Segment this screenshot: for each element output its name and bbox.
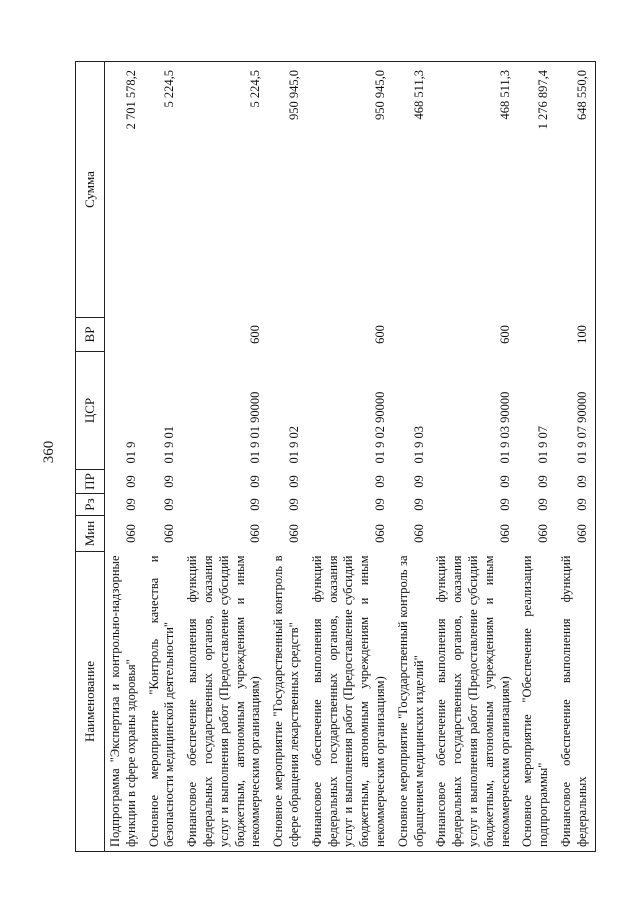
row-rz: 09	[248, 498, 263, 511]
row-vr: 600	[497, 325, 512, 344]
row-pr: 09	[286, 475, 301, 488]
header-csr: ЦСР	[76, 352, 105, 470]
row-pr: 09	[536, 475, 551, 488]
row-sum: 950 945,0	[307, 62, 393, 318]
row-csr: 01 9 07 90000	[556, 352, 595, 470]
row-name: Основное мероприятие "Государственный контроль за обращением медицинских изделий"	[393, 552, 432, 852]
row-name: Финансовое обеспечение выполнения функций федеральных государственных органов, оказания услуг и выполнения работ (Предоставление субсидий бюджетным, автономным учреждениям и иным некоммерческим организациям)	[431, 552, 517, 852]
row-pr: 09	[556, 470, 595, 494]
row-vr	[393, 318, 432, 352]
table-row	[431, 62, 517, 852]
row-csr: 01 9 01	[162, 426, 177, 464]
row-vr: 100	[556, 318, 595, 352]
row-csr: 01 9 02 90000	[372, 391, 387, 464]
row-rz: 09	[556, 494, 595, 516]
row-sum: 648 550,0	[556, 62, 595, 318]
row-min: 060	[286, 524, 301, 543]
table-row	[556, 62, 595, 852]
row-name: Основное мероприятие "Государственный контроль в сфере обращения лекарственных средств"	[268, 552, 307, 852]
row-name: Финансовое обеспечение выполнения функций федеральных государственных органов, оказания услуг и выполнения работ (Предоставление субсидий бюджетным, автономным учреждениям и иным некоммерческим организациям)	[182, 552, 268, 852]
row-vr	[268, 318, 307, 352]
row-vr	[105, 318, 144, 352]
table-row	[393, 62, 432, 852]
row-rz: 09	[162, 498, 177, 511]
row-sum: 1 276 897,4	[517, 62, 556, 318]
row-name: Финансовое обеспечение выполнения функций федеральных государственных органов, оказания услуг и выполнения работ (Предоставление субсидий бюджетным, автономным учреждениям и иным некоммерческим организациям)	[307, 552, 393, 852]
row-sum: 950 945,0	[268, 62, 307, 318]
row-pr: 09	[248, 475, 263, 488]
row-name: Основное мероприятие "Обеспечение реализации подпрограммы"	[517, 552, 556, 852]
row-vr: 600	[248, 325, 263, 344]
table-row	[307, 62, 393, 852]
header-rz: Рз	[76, 494, 105, 516]
row-pr: 09	[497, 475, 512, 488]
row-min: 060	[162, 524, 177, 543]
row-rz: 09	[411, 498, 426, 511]
row-rz: 09	[536, 498, 551, 511]
row-min: 060	[556, 516, 595, 552]
row-vr: 600	[372, 325, 387, 344]
row-pr: 09	[411, 475, 426, 488]
row-rz: 09	[286, 498, 301, 511]
row-csr: 01 9 02	[286, 426, 301, 464]
row-rz: 09	[123, 498, 138, 511]
table-row	[182, 62, 268, 852]
row-vr	[144, 318, 183, 352]
budget-table-container	[75, 62, 608, 852]
row-csr: 01 9 01 90000	[248, 391, 263, 464]
header-sum: Сумма	[76, 62, 105, 318]
row-vr	[517, 318, 556, 352]
header-pr: ПР	[76, 470, 105, 494]
row-csr: 01 9 07	[536, 426, 551, 464]
header-min: Мин	[76, 516, 105, 552]
table-row	[517, 62, 556, 852]
row-sum: 468 511,3	[431, 62, 517, 318]
row-sum: 5 224,5	[144, 62, 183, 318]
row-csr: 01 9 03 90000	[497, 391, 512, 464]
row-csr: 01 9	[123, 441, 138, 464]
row-min: 060	[497, 524, 512, 543]
header-name: Наименование	[76, 552, 105, 852]
row-rz: 09	[372, 498, 387, 511]
row-min: 060	[123, 524, 138, 543]
table-row	[105, 62, 144, 852]
row-sum: 468 511,3	[393, 62, 432, 318]
header-vr: ВР	[76, 318, 105, 352]
row-min: 060	[536, 524, 551, 543]
row-pr: 09	[123, 475, 138, 488]
row-sum: 5 224,5	[182, 62, 268, 318]
row-sum: 2 701 578,2	[105, 62, 144, 318]
table-header-row	[76, 62, 105, 852]
table-row	[144, 62, 183, 852]
row-min: 060	[411, 524, 426, 543]
row-min: 060	[372, 524, 387, 543]
row-name: Основное мероприятие "Контроль качества и безопасности медицинской деятельности"	[144, 552, 183, 852]
row-min: 060	[248, 524, 263, 543]
row-pr: 09	[162, 475, 177, 488]
page-number: 360	[40, 440, 57, 464]
row-pr: 09	[372, 475, 387, 488]
row-name: Финансовое обеспечение выполнения функций федеральных	[556, 552, 595, 852]
table-row	[268, 62, 307, 852]
row-csr: 01 9 03	[411, 426, 426, 464]
row-name: Подпрограмма "Экспертиза и контрольно-надзорные функции в сфере охраны здоровья"	[105, 552, 144, 852]
row-rz: 09	[497, 498, 512, 511]
budget-table	[75, 61, 596, 852]
